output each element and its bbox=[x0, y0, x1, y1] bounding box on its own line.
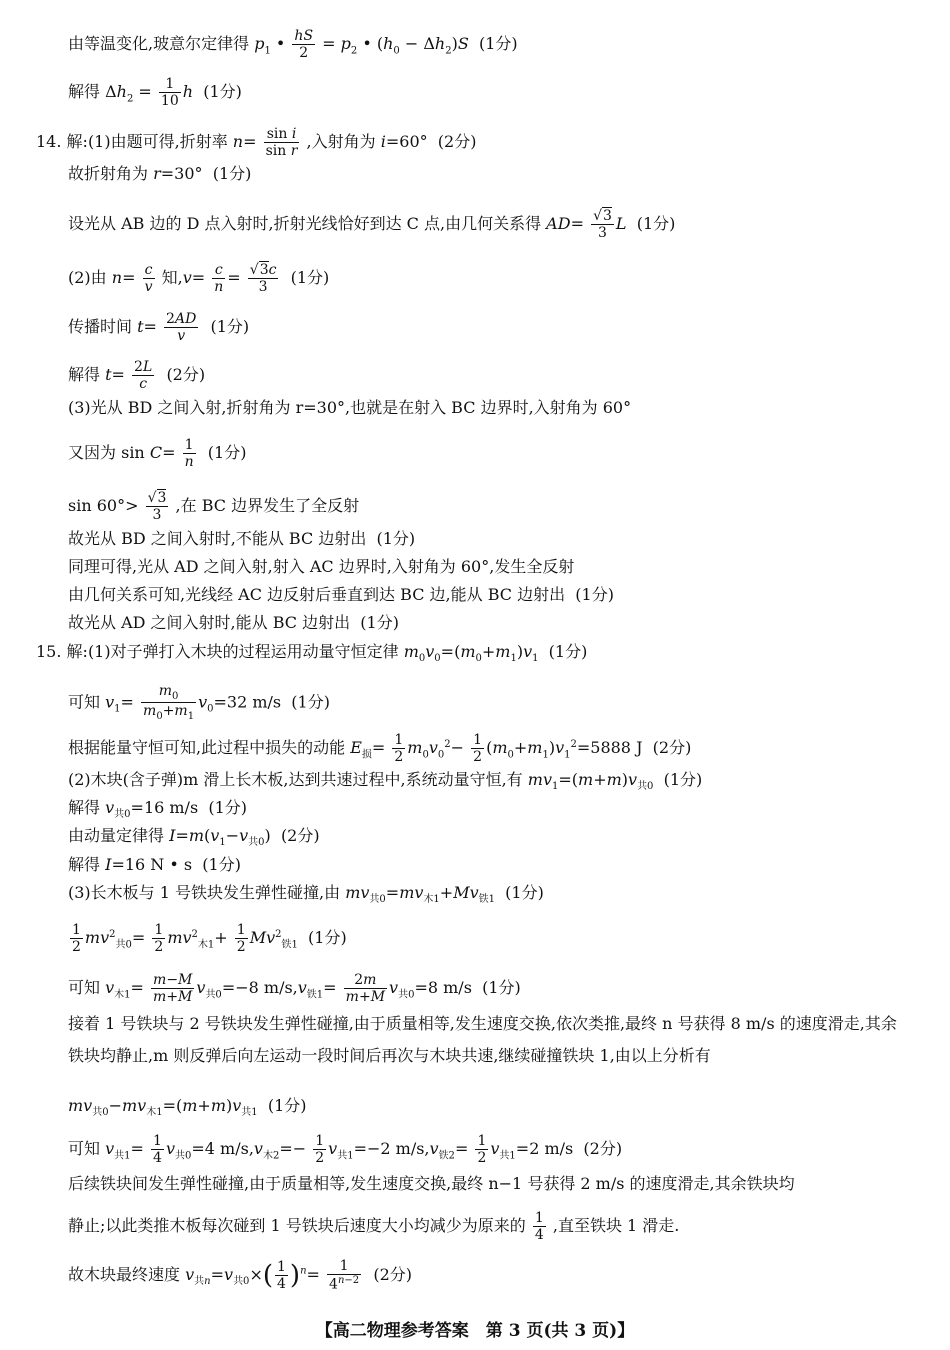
q14-line7: (3)光从 BD 之间入射,折射角为 r=30°,也就是在射入 BC 边界时,入射角为 60° bbox=[68, 398, 632, 417]
q14-line4: (2)由 n= $\frac{c}{v}$ 知,v= $\frac{c}{n}$ = $\frac{√3c}{3}$ (1分) bbox=[68, 262, 330, 296]
page-footer: 【高二物理参考答案 第 3 页(共 3 页)】 bbox=[315, 1321, 635, 1341]
q15-line14: 后续铁块间发生弹性碰撞,由于质量相等,发生速度交换,最终 n−1 号获得 2 m/s 的速度滑走,其余铁块均 bbox=[68, 1174, 795, 1193]
q15-line5: 解得 $v_{共0}=16$ m/s (1分) bbox=[68, 798, 247, 821]
q15-line8: (3)长木板与 1 号铁块发生弹性碰撞,由 $mv_{共0}=mv_{木1}+Mv_{铁1}$ (1分) bbox=[68, 883, 544, 906]
q15-line10: 可知 $v_{木1}=$ $\frac{m-M}{m+M}$ $v_{共0}=-8$ $m/s,v_{铁1}=$ $\frac{2m}{m+M}$ $v_{共0}=8$ m/s (1分) bbox=[68, 972, 521, 1006]
q15-line16: 故木块最终速度 $v_{共n}=v_{共0}\times$( $\frac{1}{4}$ )$^n$= $\frac{1}{4^{n-2}}$ (2分) bbox=[68, 1258, 412, 1293]
line-solve-dh2: 解得 $\Delta h_2$ = $\frac{1}{10}$ h (1分) bbox=[68, 76, 242, 110]
q14-line5: 传播时间 t= $\frac{2AD}{v}$ (1分) bbox=[68, 311, 250, 345]
q15-line2: 可知 $v_1=$ $\frac{m_0}{m_0+m_1}$ $v_0=32$ m/s (1分) bbox=[68, 683, 330, 723]
q15-line15: 静止;以此类推木板每次碰到 1 号铁块后速度大小均减少为原来的 $\frac{1}{4}$ ,直至铁块 1 滑走. bbox=[68, 1210, 680, 1244]
q15-line11: 接着 1 号铁块与 2 号铁块发生弹性碰撞,由于质量相等,发生速度交换,依次类推,最终 n 号获得 8 m/s 的速度滑走,其余铁块均静止,m 则反弹后向左运动一段时间后再次与木块共速,继续碰撞铁块 1,由以上分析有 bbox=[68, 1014, 897, 1065]
q14-line1: 14. 解:(1)由题可得,折射率 n= $\frac{\text{sin i}}{\text{sin r}}$ ,入射角为 i=60° (2分) bbox=[36, 126, 477, 160]
q15-line7: 解得 I=16 N • s (1分) bbox=[68, 855, 241, 874]
q15-line6: 由动量定律得 $I=m(v_1-v_{共0})$ (2分) bbox=[68, 826, 320, 849]
q14-line10: 故光从 BD 之间入射时,不能从 BC 边射出 (1分) bbox=[68, 529, 416, 548]
q15-line1: 15. 解:(1)对子弹打入木块的过程运用动量守恒定律 $m_0v_0=(m_0+m_1)v_1$ (1分) bbox=[36, 642, 588, 665]
q14-line13: 故光从 AD 之间入射时,能从 BC 边射出 (1分) bbox=[68, 613, 399, 632]
line-boyle: 由等温变化,玻意尔定律得 $p_1$ • $\frac{hS}{2}$ = $p_2$ • $(h_0 - \Delta h_2)S$ (1分) bbox=[68, 28, 518, 62]
q15-line9: $\frac{1}{2}$ $mv^2_{共0}=$ $\frac{1}{2}$ $mv^2_{木1}+$ $\frac{1}{2}$ $Mv^2_{铁1}$ (1分) bbox=[72, 922, 347, 956]
q14-line6: 解得 t= $\frac{2L}{c}$ (2分) bbox=[68, 359, 206, 393]
q14-line3: 设光从 AB 边的 D 点入射时,折射光线恰好到达 C 点,由几何关系得 AD= $\frac{√3}{3}$ L (1分) bbox=[68, 208, 676, 242]
q15-line12: $mv_{共0}-mv_{木1}=(m+m)v_{共1}$ (1分) bbox=[68, 1096, 307, 1119]
q15-line13: 可知 $v_{共1}=$ $\frac{1}{4}$ $v_{共0}=4$ $m/s,v_{木2}=-$ $\frac{1}{2}$ $v_{共1}=-2$ $m/s,v_{铁2}=$ $\frac{1}{2}$ $v_{共1}=2$ m/s (2分) bbox=[68, 1133, 623, 1167]
q14-line2: 故折射角为 r=30° (1分) bbox=[68, 164, 252, 183]
q14-line8: 又因为 sin C= $\frac{1}{n}$ (1分) bbox=[68, 437, 247, 471]
q15-line3: 根据能量守恒可知,此过程中损失的动能 $E_损=$ $\frac{1}{2}$ $m_0v_0^2-$ $\frac{1}{2}$ $(m_0+m_1)v_1^2=5888$ J (2分) bbox=[68, 732, 692, 766]
q14-line12: 由几何关系可知,光线经 AC 边反射后垂直到达 BC 边,能从 BC 边射出 (1分) bbox=[68, 585, 614, 604]
q14-line11: 同理可得,光从 AD 之间入射,射入 AC 边界时,入射角为 60°,发生全反射 bbox=[68, 557, 575, 576]
q15-line4: (2)木块(含子弹)m 滑上长木板,达到共速过程中,系统动量守恒,有 $mv_1=(m+m)v_{共0}$ (1分) bbox=[68, 770, 703, 793]
q14-line9: sin 60°> $\frac{√3}{3}$ ,在 BC 边界发生了全反射 bbox=[68, 490, 360, 524]
